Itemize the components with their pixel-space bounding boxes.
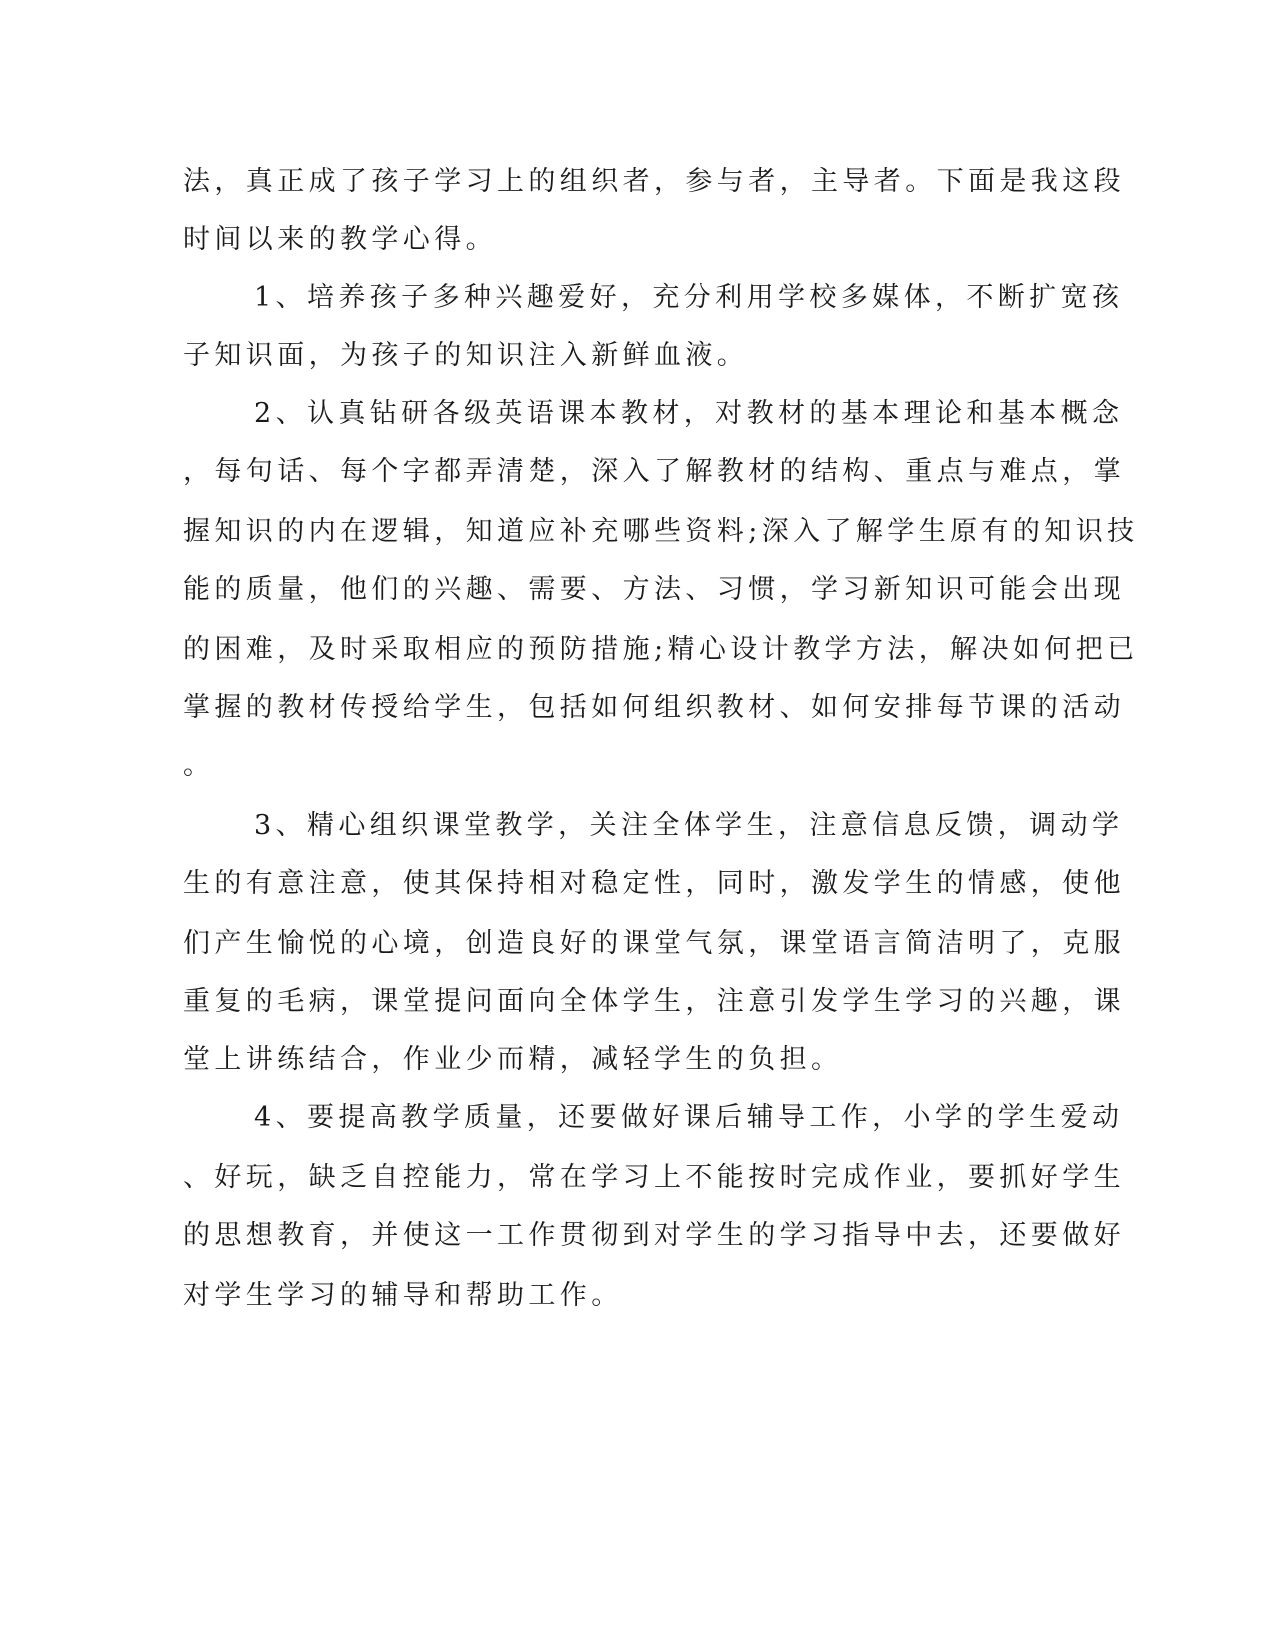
paragraph-line: 的困难，及时采取相应的预防措施;精心设计教学方法，解决如何把已 <box>183 634 1139 665</box>
paragraph-line: 们产生愉悦的心境，创造良好的课堂气氛，课堂语言简洁明了，克服 <box>183 928 1125 959</box>
paragraph-line: 。 <box>183 750 215 781</box>
paragraph-line: 子知识面，为孩子的知识注入新鲜血液。 <box>183 340 749 371</box>
paragraph-line: 2、认真钻研各级英语课本教材，对教材的基本理论和基本概念 <box>254 398 1124 429</box>
paragraph-line: 的思想教育，并使这一工作贯彻到对学生的学习指导中去，还要做好 <box>183 1220 1125 1251</box>
paragraph-line: 堂上讲练结合，作业少而精，减轻学生的负担。 <box>183 1044 843 1075</box>
paragraph-line: 生的有意注意，使其保持相对稳定性，同时，激发学生的情感，使他 <box>183 868 1125 899</box>
paragraph-line: 4、要提高教学质量，还要做好课后辅导工作，小学的学生爱动 <box>254 1102 1124 1133</box>
paragraph-line: 1、培养孩子多种兴趣爱好，充分利用学校多媒体，不断扩宽孩 <box>254 282 1124 313</box>
paragraph-line: 、好玩，缺乏自控能力，常在学习上不能按时完成作业，要抓好学生 <box>183 1162 1125 1193</box>
paragraph-line: ，每句话、每个字都弄清楚，深入了解教材的结构、重点与难点，掌 <box>183 456 1125 487</box>
paragraph-line: 法，真正成了孩子学习上的组织者，参与者，主导者。下面是我这段 <box>183 166 1125 197</box>
paragraph-line: 时间以来的教学心得。 <box>183 224 497 255</box>
paragraph-line: 能的质量，他们的兴趣、需要、方法、习惯，学习新知识可能会出现 <box>183 574 1125 605</box>
paragraph-line: 重复的毛病，课堂提问面向全体学生，注意引发学生学习的兴趣，课 <box>183 986 1125 1017</box>
paragraph-line: 3、精心组织课堂教学，关注全体学生，注意信息反馈，调动学 <box>254 810 1124 841</box>
paragraph-line: 掌握的教材传授给学生，包括如何组织教材、如何安排每节课的活动 <box>183 692 1125 723</box>
paragraph-line: 对学生学习的辅导和帮助工作。 <box>183 1280 623 1311</box>
paragraph-line: 握知识的内在逻辑，知道应补充哪些资料;深入了解学生原有的知识技 <box>183 516 1139 547</box>
